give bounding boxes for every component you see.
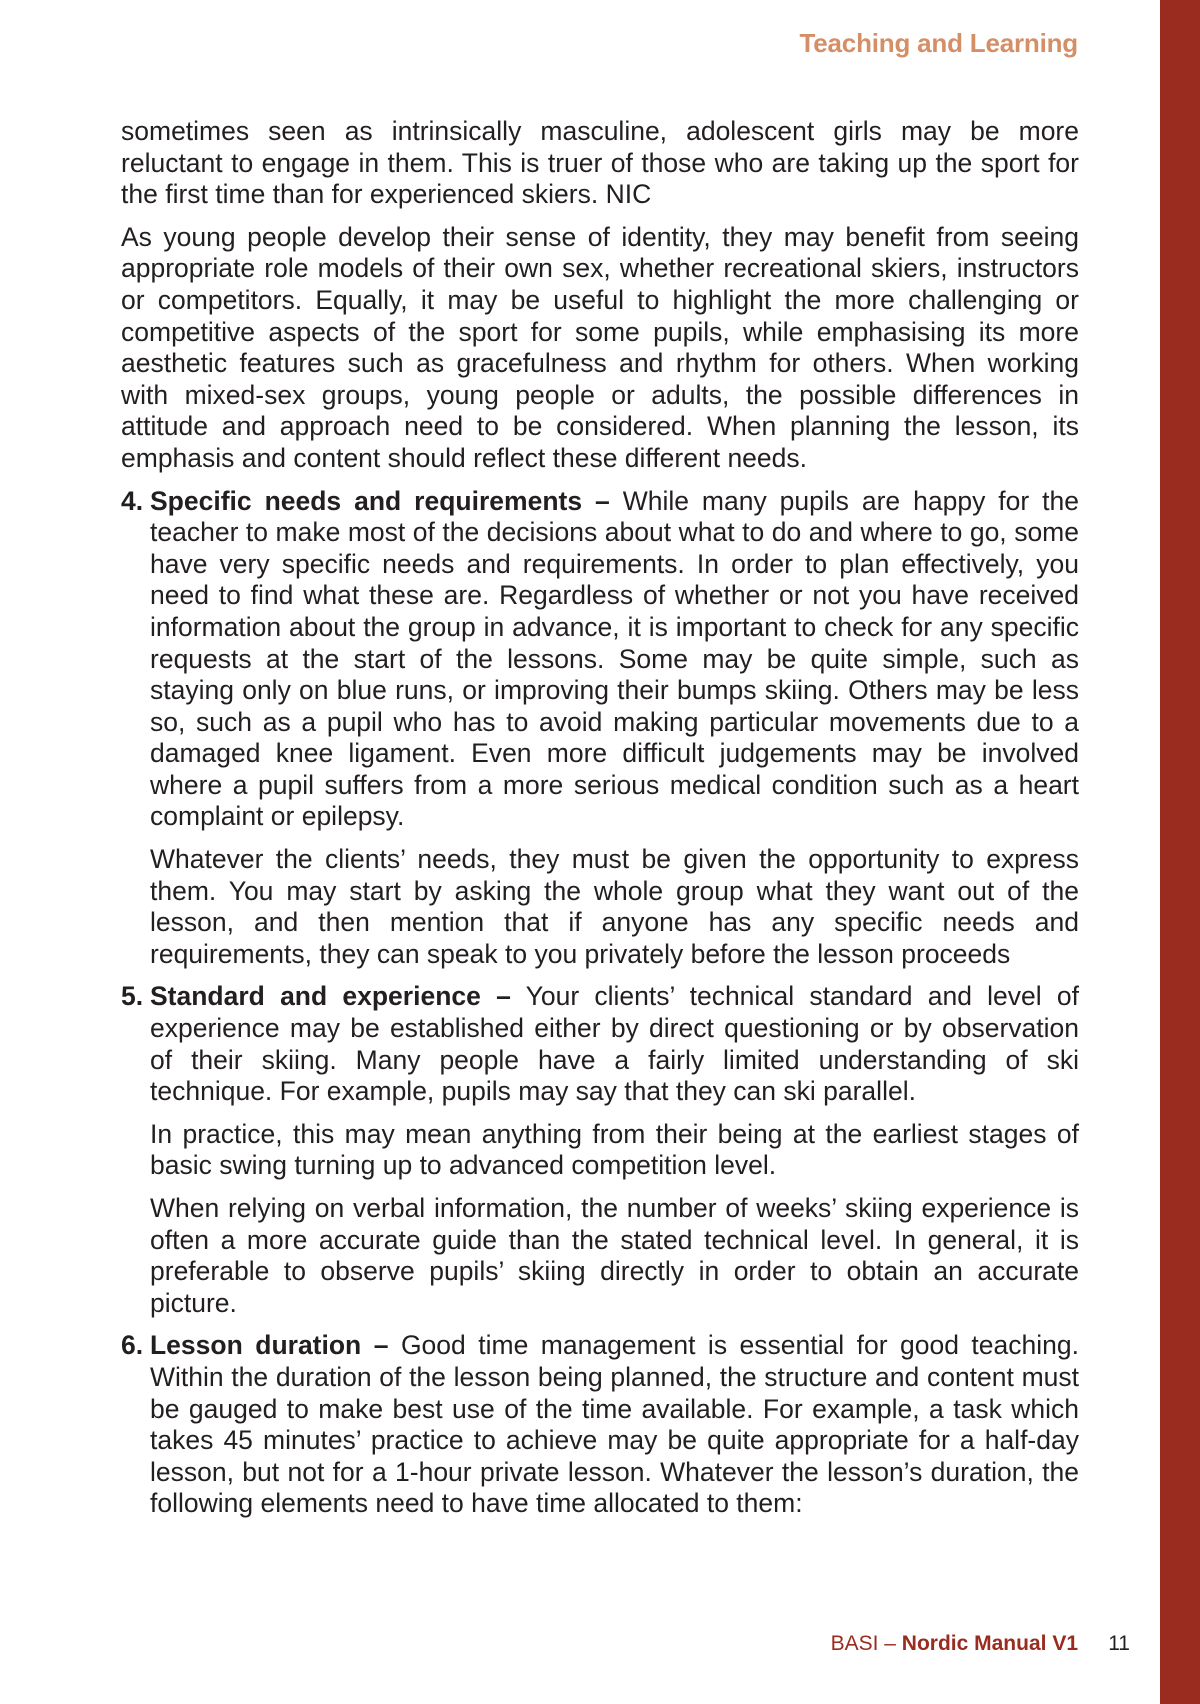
list-item-title: Lesson duration – — [150, 1330, 389, 1361]
list-item-text: Your clients’ technical standard and level of experience may be established either by direct questioning or by observation of their skiing. Many people have a fairly limited understanding of ski technique. For example, pupils may say that they can ski parallel. — [150, 981, 1079, 1107]
list-item-number: 5. — [121, 981, 144, 1012]
list-item-lesson-duration — [121, 1330, 1079, 1520]
side-color-band — [1160, 0, 1200, 1704]
list-item-number: 4. — [121, 485, 144, 516]
page-number: 11 — [1108, 1632, 1130, 1655]
body-paragraph: sometimes seen as intrinsically masculine, adolescent girls may be more reluctant to engage in them. This is truer of those who are taking up the sport for the first time than for experienced skiers. NIC — [121, 116, 1079, 210]
list-item-title: Specific needs and requirements – — [150, 485, 610, 516]
list-item-paragraph: When relying on verbal information, the number of weeks’ skiing experience is often a more accurate guide than the stated technical level. In general, it is preferable to observe pupils’ skiing directly in order to obtain an accurate picture. — [150, 1193, 1079, 1318]
list-item-standard-experience — [121, 981, 1079, 1319]
body-paragraph: As young people develop their sense of identity, they may benefit from seeing appropriate role models of their own sex, whether recreational skiers, instructors or competitors. Equally, it may be useful to highlight the more challenging or competitive aspects of the sport for some pupils, while emphasising its more aesthetic features such as gracefulness and rhythm for others. When working with mixed-sex groups, young people or adults, the possible differences in attitude and approach need to be considered. When planning the lesson, its emphasis and content should reflect these different needs. — [121, 221, 1079, 473]
footer-title — [831, 1632, 1078, 1656]
list-item-paragraph — [150, 1330, 1079, 1520]
list-item-title: Standard and experience – — [150, 981, 511, 1012]
list-item-paragraph: In practice, this may mean anything from their being at the earliest stages of basic swing turning up to advanced competition level. — [150, 1118, 1079, 1181]
list-item-text: While many pupils are happy for the teacher to make most of the decisions about what to do and where to go, some have very specific needs and requirements. In order to plan effectively, you need to find what these are. Regardless of whether or not you have received information about the group in advance, it is important to check for any specific requests at the start of the lessons. Some may be quite simple, such as staying only on blue runs, or improving their bumps skiing. Others may be less so, such as a pupil who has to avoid making particular movements due to a damaged knee ligament. Even more difficult judgements may be involved where a pupil suffers from a more serious medical condition such as a heart complaint or epilepsy. — [150, 485, 1079, 832]
list-item-specific-needs — [121, 486, 1079, 971]
footer-publisher: BASI – — [830, 1632, 896, 1655]
list-item-paragraph — [150, 486, 1079, 834]
list-item-number: 6. — [121, 1330, 144, 1361]
running-head: Teaching and Learning — [799, 28, 1078, 58]
list-item-paragraph — [150, 981, 1079, 1107]
list-item-text: Good time management is essential for good teaching. Within the duration of the lesson being planned, the structure and content must be gauged to make best use of the time available. For example, a task which takes 45 minutes’ practice to achieve may be quite appropriate for a half-day lesson, but not for a 1-hour private lesson. Whatever the lesson’s duration, the following elements need to have time allocated to them: — [150, 1330, 1079, 1519]
list-item-paragraph: Whatever the clients’ needs, they must be given the opportunity to express them. You may start by asking the whole group what they want out of the lesson, and then mention that if anyone has any specific needs and requirements, they can speak to you privately before the lesson proceeds — [150, 844, 1079, 969]
footer-manual-title: Nordic Manual V1 — [901, 1632, 1078, 1655]
page-content — [121, 116, 1079, 1531]
